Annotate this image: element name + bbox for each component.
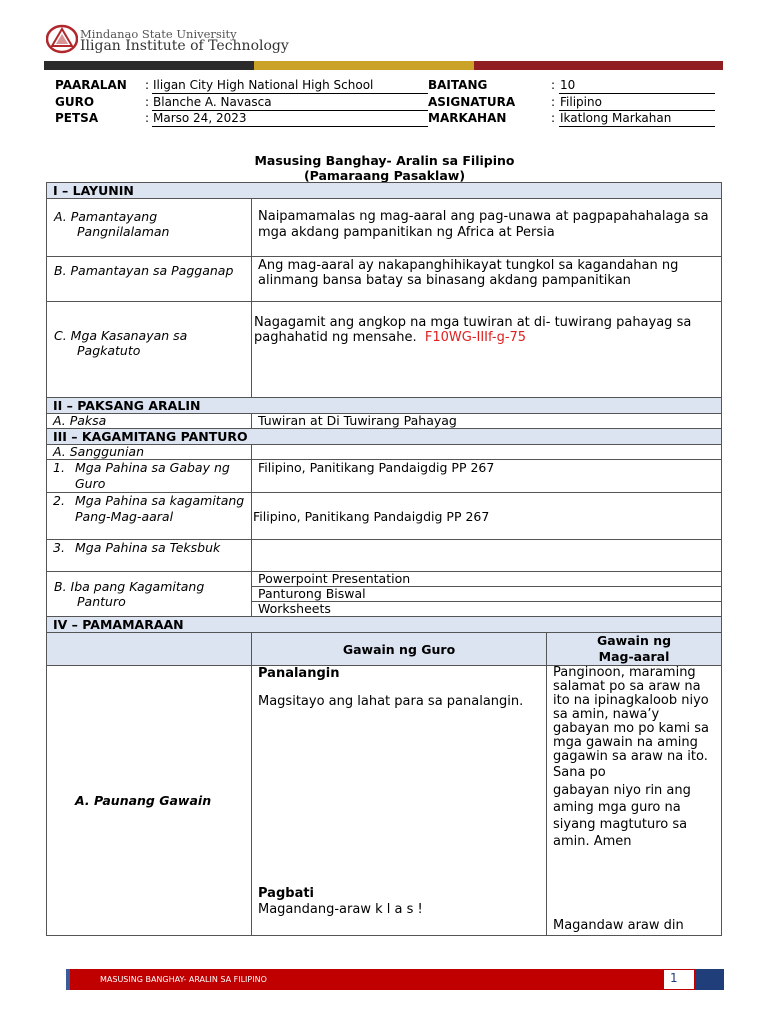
document-title: [46, 153, 723, 183]
row-label: B. Pamantayan sa Pagganap: [47, 257, 252, 302]
university-name: Mindanao State University: [80, 27, 237, 41]
header-line: Mag-aaral: [598, 649, 670, 664]
prayer-text: Panginoon, maraming salamat po sa araw na ito na ipinagkaloob niyo sa amin, nawa’y gabayan mo po kami sa mga gawain na aming gagawin sa araw na ito.: [553, 665, 709, 764]
paaralan-label: PAARALAN: [55, 78, 127, 92]
markahan-value: Ikatlong Markahan: [560, 111, 672, 125]
header-empty: [47, 633, 252, 666]
table-row: [47, 257, 722, 302]
colon: :: [145, 111, 150, 125]
panalangin-text: Magsitayo ang lahat para sa panalangin.: [258, 694, 524, 709]
row-value: Powerpoint Presentation: [252, 572, 722, 587]
competency-code: F10WG-IIIf-g-75: [424, 330, 527, 345]
asignatura-value: Filipino: [560, 95, 602, 109]
table-row: [47, 199, 722, 257]
header-stripe-dark: [44, 61, 254, 70]
item-label: Mga Pahina sa Gabay ng Guro: [75, 460, 230, 491]
row-label: A. Pamantayang Pangnilalaman: [47, 199, 252, 257]
table-row: [47, 540, 722, 572]
colon: :: [551, 95, 556, 109]
prayer-text: Sana po: [553, 765, 606, 780]
header-gawain-mag-aaral: [547, 633, 722, 666]
guro-label: GURO: [55, 95, 95, 109]
row-value: Tuwiran at Di Tuwirang Pahayag: [252, 414, 722, 429]
prayer-text: gabayan niyo rin ang aming mga guro na siyang magtuturo sa amin. Amen: [553, 783, 691, 849]
paunang-gawain-label: A. Paunang Gawain: [47, 666, 252, 936]
row-value: [252, 540, 722, 572]
colon: :: [551, 78, 556, 92]
table-row: [47, 666, 722, 936]
pagbati-heading: Pagbati: [258, 886, 315, 901]
institute-name: Iligan Institute of Technology: [80, 38, 289, 54]
item-number: 3.: [53, 540, 65, 555]
section-row: [47, 617, 722, 633]
table-row: [47, 493, 722, 540]
table-header-row: [47, 633, 722, 666]
section-pamamaraan: IV – PAMAMARAAN: [47, 617, 722, 633]
footer-text: MASUSING BANGHAY- ARALIN SA FILIPINO: [100, 975, 267, 984]
underline: [559, 126, 715, 127]
underline: [559, 93, 715, 94]
table-row: [47, 302, 722, 398]
item-label: Mga Pahina sa Teksbuk: [75, 540, 221, 555]
footer-accent-right: [695, 969, 724, 990]
row-value: Filipino, Panitikang Pandaigdig PP 267: [252, 460, 722, 493]
asignatura-label: ASIGNATURA: [428, 95, 516, 109]
underline: [152, 93, 428, 94]
row-label: [47, 540, 252, 572]
competency-text: Nagagamit ang angkop na mga tuwiran at di- tuwirang pahayag sa paghahatid ng mensahe.: [254, 315, 692, 345]
row-value: Worksheets: [252, 602, 722, 617]
colon: :: [551, 111, 556, 125]
item-number: 2.: [53, 493, 65, 508]
baitang-value: 10: [560, 78, 576, 92]
lesson-plan-table: [46, 182, 722, 936]
section-row: [47, 398, 722, 414]
table-row: [47, 414, 722, 429]
row-value: Ang mag-aaral ay nakapanghihikayat tungkol sa kagandahan ng alinmang bansa batay sa binasang akdang pampanitikan: [252, 257, 722, 302]
row-value: Panturong Biswal: [252, 587, 722, 602]
table-row: [47, 572, 722, 587]
section-row: [47, 183, 722, 199]
page-number-box: [663, 969, 695, 990]
institute-logo: [46, 24, 78, 54]
guro-value: Blanche A. Navasca: [153, 95, 272, 109]
section-layunin: I – LAYUNIN: [47, 183, 722, 199]
row-value: [252, 445, 722, 460]
row-label: [47, 493, 252, 540]
header-stripe-red: [474, 61, 723, 70]
page-number: 1: [670, 971, 678, 985]
section-kagamitang-panturo: III – KAGAMITANG PANTURO: [47, 429, 722, 445]
paaralan-value: Iligan City High National High School: [153, 78, 374, 92]
row-label: [47, 460, 252, 493]
pagbati-text: Magandang-araw k l a s !: [258, 902, 423, 917]
baitang-label: BAITANG: [428, 78, 488, 92]
footer-accent: [66, 969, 70, 990]
colon: :: [145, 95, 150, 109]
title-line-1: Masusing Banghay- Aralin sa Filipino: [254, 153, 515, 168]
row-label: A. Paksa: [47, 414, 252, 429]
header-line: Gawain ng: [596, 633, 672, 648]
mag-aaral-activities: [547, 666, 722, 936]
row-value: Filipino, Panitikang Pandaigdig PP 267: [252, 493, 722, 540]
header-gawain-guro: Gawain ng Guro: [252, 633, 547, 666]
petsa-value: Marso 24, 2023: [153, 111, 247, 125]
row-value: [252, 302, 722, 398]
table-row: [47, 460, 722, 493]
panalangin-heading: Panalangin: [258, 666, 340, 681]
item-label: Mga Pahina sa kagamitang Pang-Mag-aaral: [75, 493, 245, 524]
section-row: [47, 429, 722, 445]
section-paksang-aralin: II – PAKSANG ARALIN: [47, 398, 722, 414]
pagbati-reply: Magandaw araw din: [553, 918, 684, 933]
underline: [152, 126, 428, 127]
title-line-2: (Pamaraang Pasaklaw): [303, 168, 466, 183]
markahan-label: MARKAHAN: [428, 111, 507, 125]
table-row: [47, 445, 722, 460]
row-label: A. Sanggunian: [47, 445, 252, 460]
header-stripe-gold: [254, 61, 474, 70]
item-number: 1.: [53, 460, 65, 475]
row-value: Naipamamalas ng mag-aaral ang pag-unawa at pagpapahahalaga sa mga akdang pampanitikan ng Africa at Persia: [252, 199, 722, 257]
petsa-label: PETSA: [55, 111, 99, 125]
guro-activities: [252, 666, 547, 936]
colon: :: [145, 78, 150, 92]
row-label: B. Iba pang Kagamitang Panturo: [47, 572, 252, 617]
row-label: C. Mga Kasanayan sa Pagkatuto: [47, 302, 252, 398]
